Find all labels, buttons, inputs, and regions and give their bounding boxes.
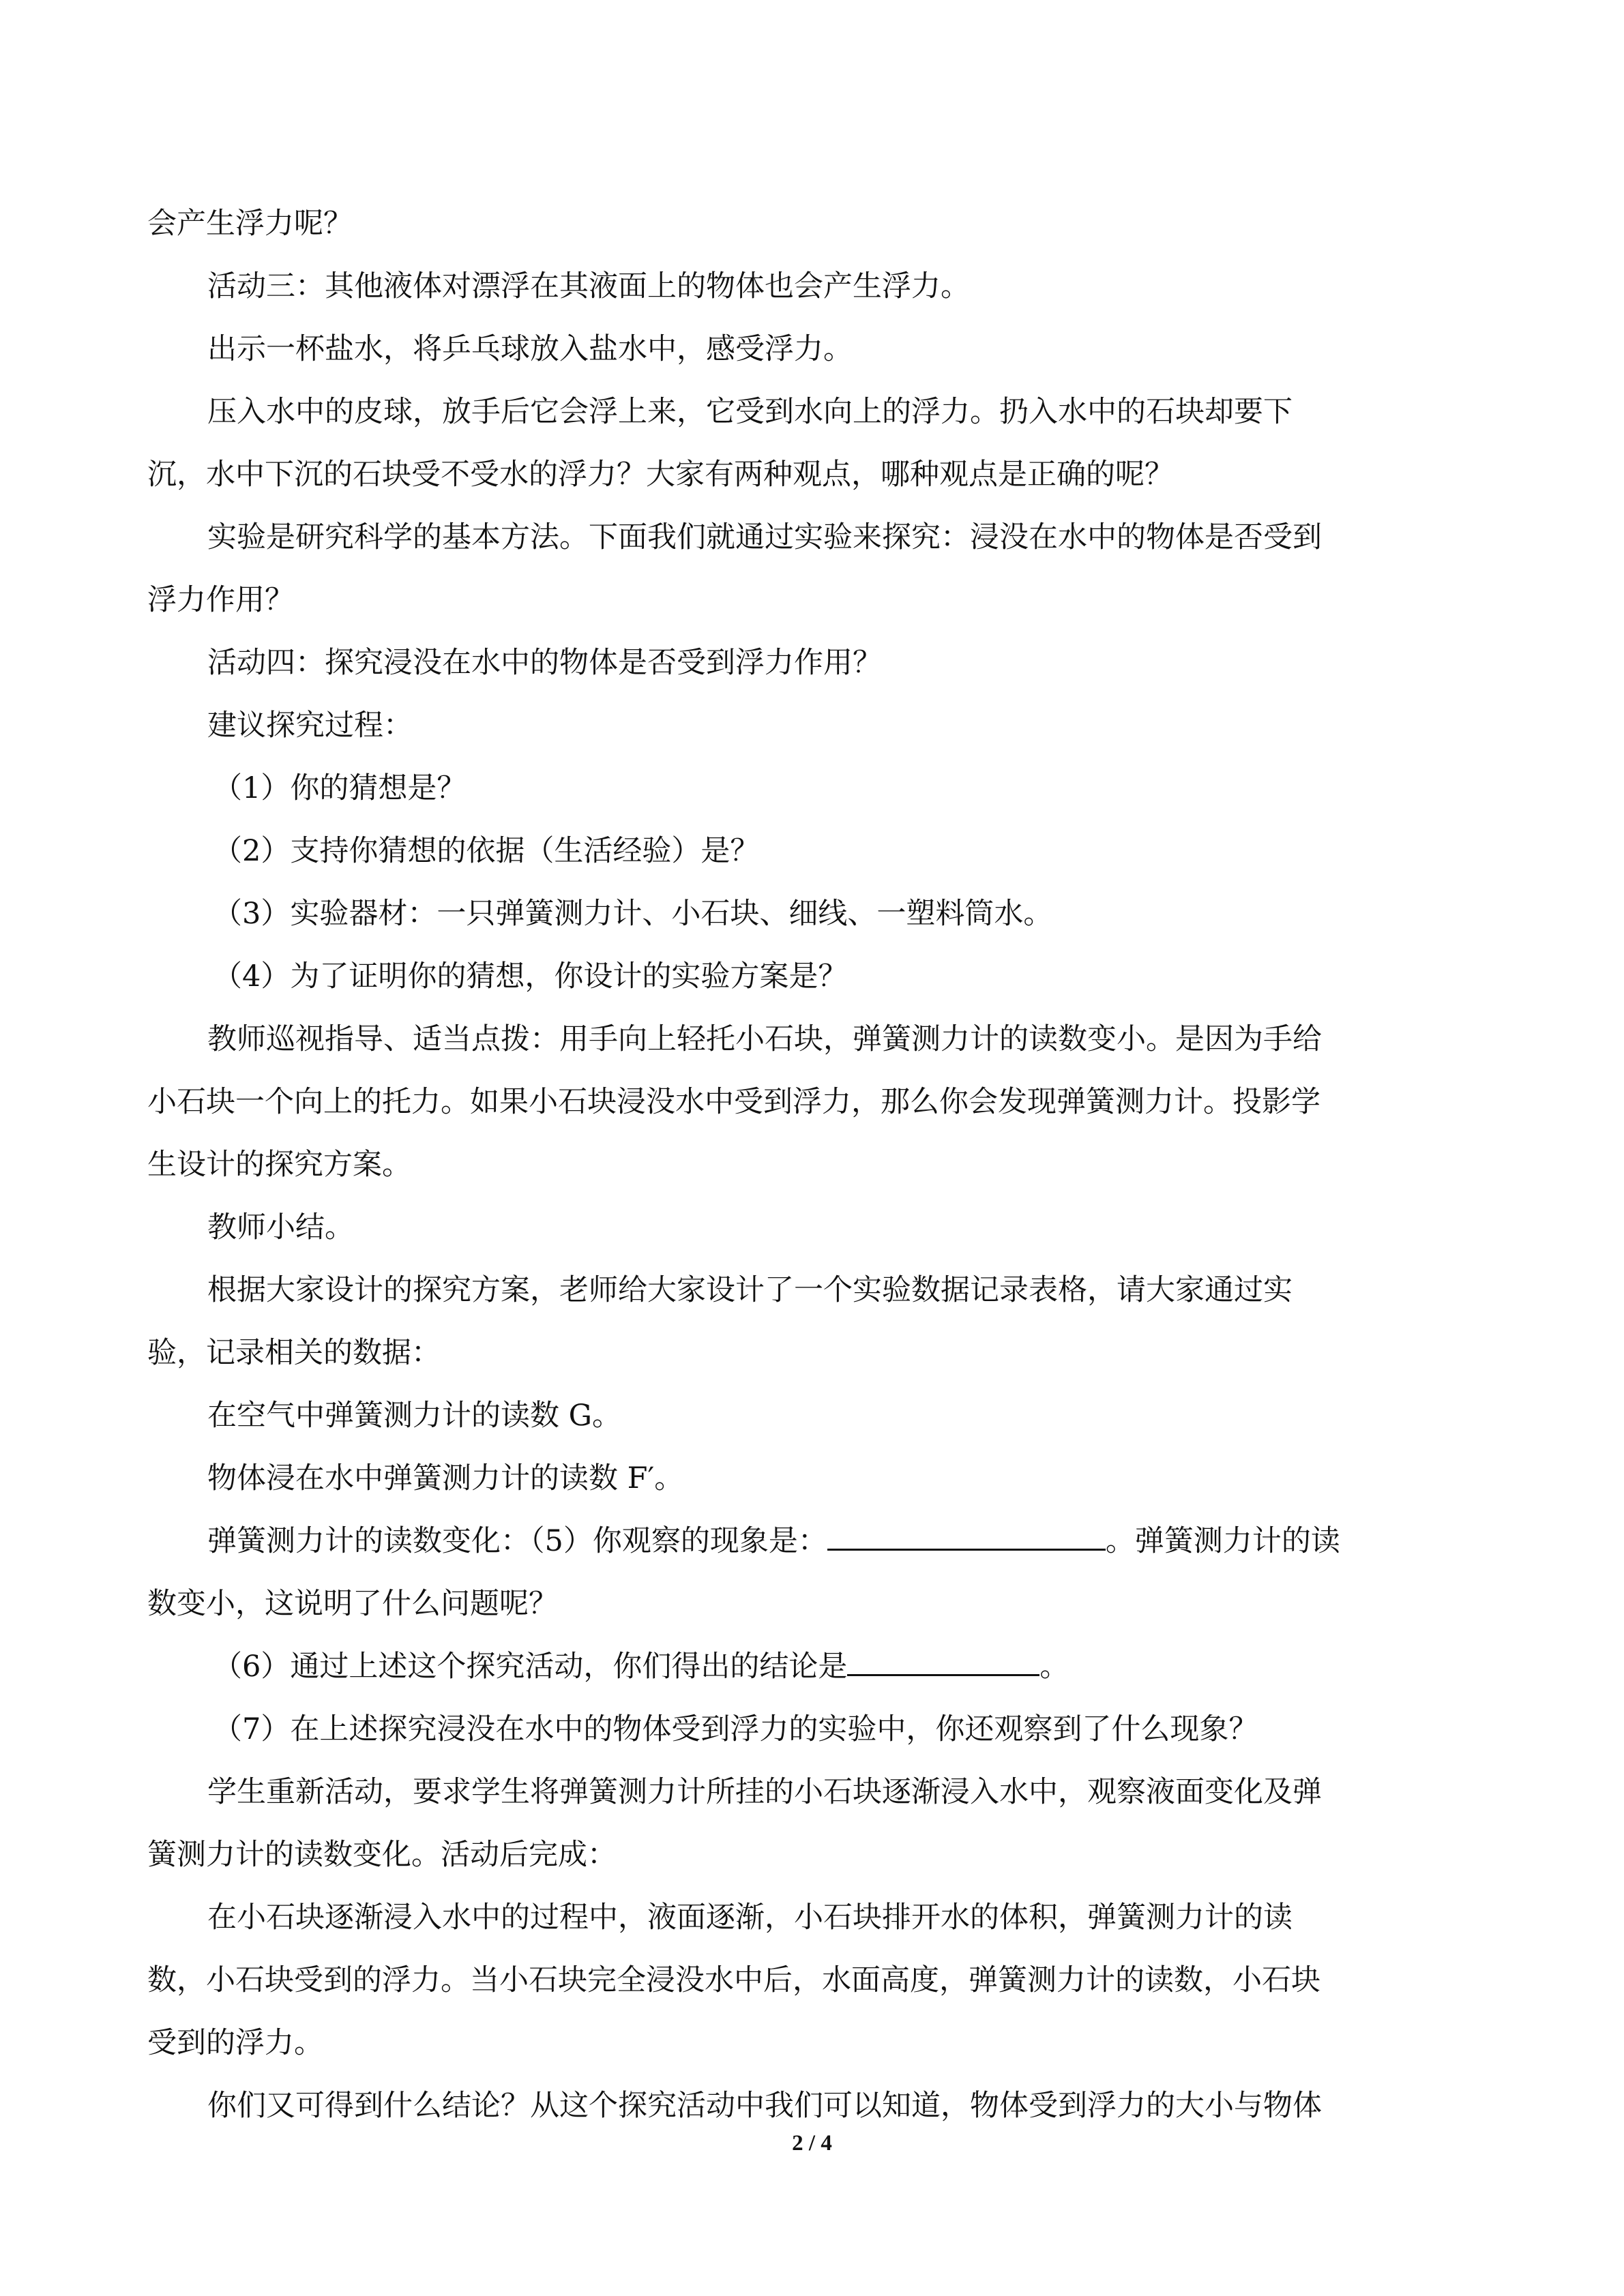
text-segment: 弹簧测力计的读数变化：（5）你观察的现象是：	[207, 1524, 827, 1558]
text-line: 活动三：其他液体对漂浮在其液面上的物体也会产生浮力。	[207, 269, 970, 303]
text-line: 根据大家设计的探究方案，老师给大家设计了一个实验数据记录表格，请大家通过实	[207, 1273, 1293, 1307]
text-line: 在空气中弹簧测力计的读数 G。	[207, 1399, 622, 1433]
text-line: 教师小结。	[207, 1210, 354, 1244]
text-line: （7）在上述探究浸没在水中的物体受到浮力的实验中，你还观察到了什么现象？	[213, 1712, 1258, 1746]
text-line: 建议探究过程：	[207, 709, 413, 743]
page-number: 2 / 4	[792, 2131, 832, 2156]
text-line: 数变小，这说明了什么问题呢？	[147, 1587, 558, 1621]
text-line: 簧测力计的读数变化。活动后完成：	[147, 1838, 617, 1872]
text-line: （2）支持你猜想的依据（生活经验）是？	[213, 834, 760, 868]
text-segment: 。	[1039, 1650, 1069, 1684]
text-segment: （6）通过上述这个探究活动，你们得出的结论是	[213, 1650, 848, 1684]
text-line: 生设计的探究方案。	[147, 1148, 411, 1182]
text-line: 在小石块逐渐浸入水中的过程中，液面逐渐，小石块排开水的体积，弹簧测力计的读	[207, 1900, 1293, 1935]
text-line: 实验是研究科学的基本方法。下面我们就通过实验来探究：浸没在水中的物体是否受到	[207, 520, 1322, 554]
text-segment: 。弹簧测力计的读	[1105, 1524, 1340, 1558]
answer-blank[interactable]	[847, 1647, 1039, 1676]
text-line: 学生重新活动，要求学生将弹簧测力计所挂的小石块逐渐浸入水中，观察液面变化及弹	[207, 1775, 1322, 1809]
answer-blank[interactable]	[827, 1521, 1106, 1551]
document-body	[147, 192, 1473, 2137]
text-line: （3）实验器材：一只弹簧测力计、小石块、细线、一塑料筒水。	[213, 897, 1053, 931]
text-line: （1）你的猜想是？	[213, 771, 467, 805]
text-line-with-blank	[147, 1510, 1473, 1572]
text-line: 受到的浮力。	[147, 2026, 323, 2060]
text-line: 教师巡视指导、适当点拨：用手向上轻托小石块，弹簧测力计的读数变小。是因为手给	[207, 1022, 1322, 1056]
text-line: 浮力作用？	[147, 583, 294, 617]
text-line: 出示一杯盐水，将乒乓球放入盐水中，感受浮力。	[207, 332, 853, 366]
text-line: 会产生浮力呢？	[147, 207, 353, 241]
text-line: 验，记录相关的数据：	[147, 1336, 441, 1370]
text-line: （4）为了证明你的猜想，你设计的实验方案是？	[213, 959, 848, 994]
text-line: 压入水中的皮球，放手后它会浮上来，它受到水向上的浮力。扔入水中的石块却要下	[207, 395, 1293, 429]
text-line: 数，小石块受到的浮力。当小石块完全浸没水中后，水面高度，弹簧测力计的读数，小石块	[147, 1963, 1320, 1997]
text-line: 你们又可得到什么结论？从这个探究活动中我们可以知道，物体受到浮力的大小与物体	[207, 2089, 1322, 2123]
text-line: 物体浸在水中弹簧测力计的读数 F′。	[207, 1461, 684, 1495]
text-line: 沉，水中下沉的石块受不受水的浮力？大家有两种观点，哪种观点是正确的呢？	[147, 458, 1174, 492]
text-line: 小石块一个向上的托力。如果小石块浸没水中受到浮力，那么你会发现弹簧测力计。投影学	[147, 1085, 1320, 1119]
text-line-with-blank	[147, 1635, 1473, 1698]
text-line: 活动四：探究浸没在水中的物体是否受到浮力作用？	[207, 646, 882, 680]
